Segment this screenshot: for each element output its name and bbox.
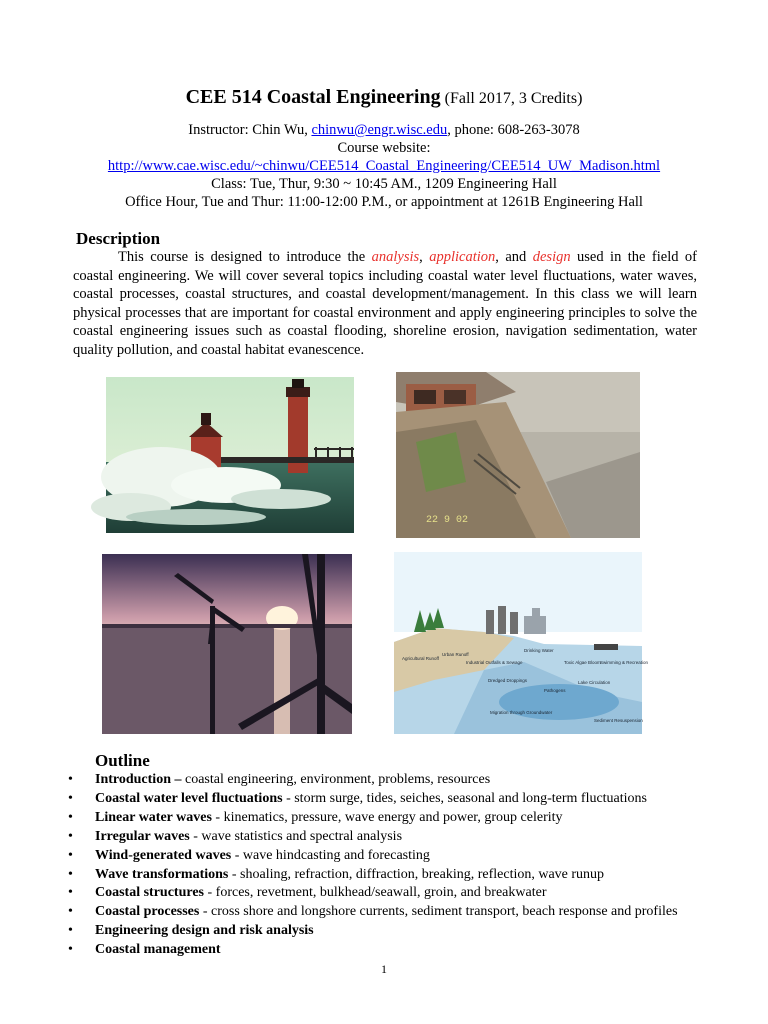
outline-topic: Wind-generated waves xyxy=(95,847,232,863)
office-hours: Office Hour, Tue and Thur: 11:00-12:00 P.M., or appointment at 1261B Engineering Hall xyxy=(125,194,643,210)
course-title xyxy=(0,86,768,109)
instructor-line xyxy=(0,121,768,139)
outline-detail: - kinematics, pressure, wave energy and power, group celerity xyxy=(211,809,563,825)
desc-text-4: used in the field of coastal engineering. We will cover several topics including coastal water level fluctuations, water waves, coastal processes, coastal structures, and coastal development/management. In this class we will learn physical processes that are important for coastal environment and apply engineering principles to solve the coastal engineering issues such as coastal flooding, shoreline erosion, navigation sedimentation, water quality pollution, and coastal habitat evanescence. xyxy=(73,249,697,358)
outline-topic: Irregular waves xyxy=(95,828,190,844)
outline-detail: coastal engineering, environment, problems, resources xyxy=(181,772,491,787)
page-number: 1 xyxy=(381,962,387,976)
outline-detail: - wave statistics and spectral analysis xyxy=(189,828,403,844)
outline-heading: Outline xyxy=(95,751,150,770)
label-drinking-water: Drinking Water xyxy=(524,648,554,653)
course-website-link[interactable]: http://www.cae.wisc.edu/~chinwu/CEE514_Coastal_Engineering/CEE514_UW_Madison.html xyxy=(107,158,661,174)
label-pathogens: Pathogens xyxy=(544,688,566,693)
outline-topic: Wave transformations xyxy=(95,866,229,882)
label-toxic-algae: Toxic Algae Bloom xyxy=(564,660,601,665)
outline-item xyxy=(68,884,728,903)
description-paragraph xyxy=(73,248,697,360)
website-label: Course website: xyxy=(337,140,431,156)
desc-design: design xyxy=(532,249,571,265)
outline-topic: Linear water waves xyxy=(95,809,212,825)
outline-item xyxy=(68,941,728,960)
label-sediment-resuspension: Sediment Resuspension xyxy=(594,718,643,723)
desc-analysis: analysis xyxy=(371,249,420,265)
outline-detail: - storm surge, tides, seiches, seasonal and long-term fluctuations xyxy=(282,790,647,806)
wind-turbine-photo xyxy=(102,554,352,734)
outline-item xyxy=(68,847,728,866)
class-schedule: Class: Tue, Thur, 9:30 ~ 10:45 AM., 1209 Engineering Hall xyxy=(211,176,557,192)
instructor-prefix: Instructor: Chin Wu, xyxy=(188,122,312,138)
outline-item xyxy=(68,866,728,885)
desc-text-3: , and xyxy=(495,249,533,265)
outline-detail: - shoaling, refraction, diffraction, breaking, reflection, wave runup xyxy=(228,866,605,882)
label-urban-runoff: Urban Runoff xyxy=(442,652,469,657)
outline-list xyxy=(68,771,728,960)
erosion-photo xyxy=(396,372,640,538)
outline-item xyxy=(68,903,728,922)
outline-topic: Coastal structures xyxy=(95,885,205,901)
outline-item xyxy=(68,922,728,941)
outline-topic: Coastal management xyxy=(95,942,221,958)
outline-detail: - cross shore and longshore currents, sediment transport, beach response and profiles xyxy=(199,904,678,920)
title-sub: (Fall 2017, 3 Credits) xyxy=(444,90,583,107)
title-main: CEE 514 Coastal Engineering xyxy=(185,86,441,108)
label-dredged-droppings: Dredged Droppings xyxy=(488,678,528,683)
outline-topic: Coastal water level fluctuations xyxy=(95,790,283,806)
desc-text-2: , xyxy=(419,249,430,265)
description-heading: Description xyxy=(76,229,161,248)
label-lake-circulation: Lake Circulation xyxy=(578,680,611,685)
website-line xyxy=(0,157,768,175)
photo-date-stamp: 22 9 02 xyxy=(426,515,469,526)
outline-item xyxy=(68,790,728,809)
label-swimming: Swimming & Recreation xyxy=(600,660,649,665)
instructor-email-link[interactable]: chinwu@engr.wisc.edu xyxy=(311,122,448,138)
desc-text-1: This course is designed to introduce the xyxy=(118,249,372,265)
coastal-pollution-diagram xyxy=(394,552,649,734)
instructor-suffix: , phone: 608-263-3078 xyxy=(447,122,580,138)
outline-detail: - wave hindcasting and forecasting xyxy=(231,847,430,863)
label-industrial-outfalls: Industrial Outfalls & Sewage xyxy=(466,660,523,665)
outline-item xyxy=(68,828,728,847)
desc-application: application xyxy=(429,249,496,265)
outline-topic: Introduction – xyxy=(95,772,182,787)
outline-detail: - forces, revetment, bulkhead/seawall, groin, and breakwater xyxy=(204,885,547,901)
outline-topic: Coastal processes xyxy=(95,904,200,920)
label-groundwater-migration: Migration through Groundwater xyxy=(490,710,553,715)
outline-item xyxy=(68,771,728,790)
lighthouse-photo xyxy=(106,377,354,533)
label-agricultural-runoff: Agricultural Runoff xyxy=(402,656,439,661)
outline-item xyxy=(68,809,728,828)
outline-topic: Engineering design and risk analysis xyxy=(95,923,314,939)
